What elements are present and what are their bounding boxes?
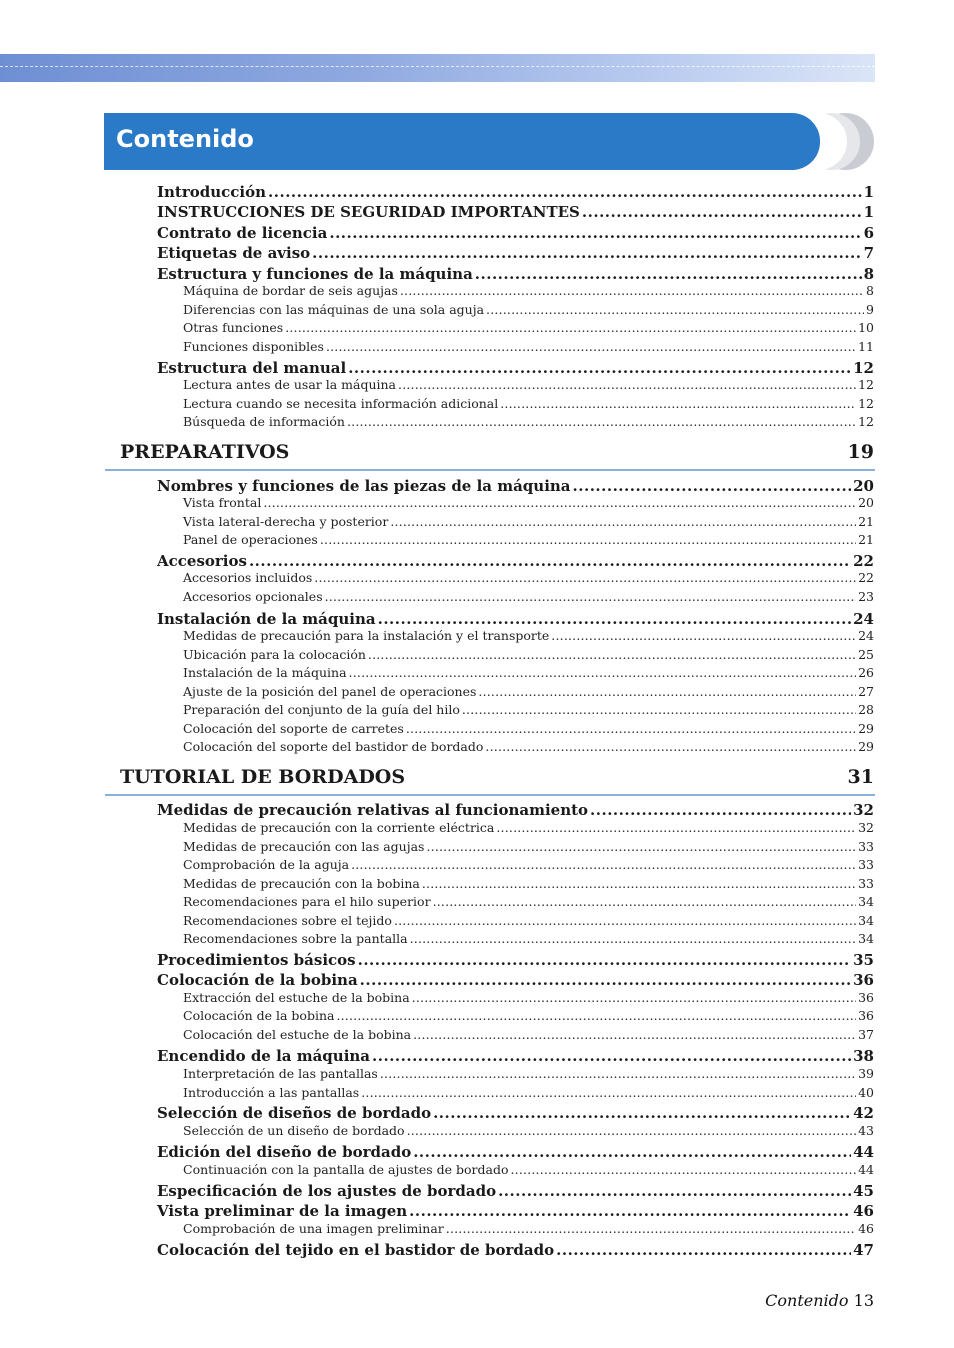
dot-leader — [390, 513, 856, 531]
header-band — [0, 54, 875, 82]
dot-leader — [500, 395, 856, 413]
toc-entry-page: 24 — [853, 610, 874, 628]
toc-entry-title: Introducción — [157, 183, 267, 201]
toc-entry-page: 46 — [853, 1202, 874, 1220]
dot-leader — [360, 970, 851, 990]
dot-leader — [320, 531, 856, 549]
toc-subentry[interactable] — [183, 738, 874, 756]
dot-leader — [349, 664, 857, 682]
toc-entry-title: Selección de diseños de bordado — [157, 1104, 432, 1122]
toc-entry-page: 24 — [858, 628, 874, 643]
dot-leader — [358, 950, 852, 970]
toc-entry-title: INSTRUCCIONES DE SEGURIDAD IMPORTANTES — [157, 203, 580, 221]
toc-entry[interactable] — [157, 476, 874, 496]
toc-entry-page: 44 — [858, 1162, 874, 1177]
toc-entry-page: 23 — [858, 589, 874, 604]
dot-leader — [485, 738, 856, 756]
toc-subentry[interactable] — [183, 930, 874, 948]
section-heading — [120, 766, 874, 788]
toc-entry-title: Vista lateral-derecha y posterior — [183, 514, 389, 529]
toc-entry[interactable] — [157, 1103, 874, 1123]
dot-leader — [348, 358, 851, 378]
toc-entry-title: Funciones disponibles — [183, 339, 324, 354]
toc-subentry[interactable] — [183, 989, 874, 1007]
toc-entry[interactable] — [157, 1142, 874, 1162]
section-page: 19 — [847, 441, 874, 463]
toc-entry-title: Estructura del manual — [157, 359, 347, 377]
toc-entry-title: Accesorios — [157, 552, 247, 570]
toc-entry-title: Colocación de la bobina — [183, 1008, 335, 1023]
toc-entry-title: Encendido de la máquina — [157, 1047, 371, 1065]
toc-entry-title: Extracción del estuche de la bobina — [183, 990, 410, 1005]
dot-leader — [312, 243, 861, 263]
toc-entry-page: 12 — [853, 359, 874, 377]
toc-entry-page: 34 — [858, 913, 874, 928]
dot-leader — [510, 1161, 856, 1179]
toc-entry-title: Continuación con la pantalla de ajustes de bordado — [183, 1162, 509, 1177]
toc-entry-page: 28 — [858, 702, 874, 717]
toc-entry-title: Contrato de licencia — [157, 224, 328, 242]
section-rule — [105, 469, 875, 471]
toc-entry-title: Medidas de precaución con las agujas — [183, 839, 425, 854]
toc-entry-page: 25 — [858, 647, 874, 662]
dot-leader — [409, 1201, 851, 1221]
toc-subentry[interactable] — [183, 588, 874, 606]
toc-subentry[interactable] — [183, 319, 874, 337]
toc-entry-title: Etiquetas de aviso — [157, 244, 311, 262]
toc-entry-title: Vista frontal — [183, 495, 262, 510]
toc-entry-title: Preparación del conjunto de la guía del hilo — [183, 702, 460, 717]
toc-entry-title: Instalación de la máquina — [157, 610, 376, 628]
toc-entry[interactable] — [157, 551, 874, 571]
toc-entry-title: Accesorios opcionales — [183, 589, 323, 604]
toc-subentry[interactable] — [183, 701, 874, 719]
toc-entry-title: Otras funciones — [183, 320, 284, 335]
dot-leader — [412, 989, 856, 1007]
dot-leader — [336, 1007, 856, 1025]
toc-entry-title: Panel de operaciones — [183, 532, 318, 547]
toc-entry-title: Colocación del estuche de la bobina — [183, 1027, 412, 1042]
dot-leader — [347, 413, 856, 431]
dot-leader — [478, 683, 856, 701]
dot-leader — [551, 627, 856, 645]
dot-leader — [326, 338, 856, 356]
dot-leader — [351, 856, 856, 874]
toc-entry-title: Máquina de bordar de seis agujas — [183, 283, 398, 298]
toc-entry-title: Colocación del soporte del bastidor de bordado — [183, 739, 484, 754]
toc-entry-title: Ubicación para la colocación — [183, 647, 366, 662]
toc-subentry[interactable] — [183, 819, 874, 837]
toc-subentry[interactable] — [183, 395, 874, 413]
toc-entry-page: 20 — [858, 495, 874, 510]
toc-entry-title: Colocación de la bobina — [157, 971, 358, 989]
dot-leader — [394, 912, 856, 930]
toc-entry-title: Comprobación de la aguja — [183, 857, 350, 872]
toc-subentry[interactable] — [183, 1007, 874, 1025]
toc-entry-page: 22 — [858, 570, 874, 585]
toc-entry-page: 6 — [863, 224, 874, 242]
dot-leader — [406, 720, 856, 738]
section-rule — [105, 794, 875, 796]
toc-entry-title: Medidas de precaución para la instalación y el transporte — [183, 628, 550, 643]
toc-entry-page: 33 — [858, 839, 874, 854]
dot-leader — [475, 264, 862, 284]
toc-entry-page: 42 — [853, 1104, 874, 1122]
toc-entry-title: Comprobación de una imagen preliminar — [183, 1221, 444, 1236]
toc-entry-title: Búsqueda de información — [183, 414, 345, 429]
toc-entry-page: 12 — [858, 396, 874, 411]
toc-subentry[interactable] — [183, 893, 874, 911]
toc-entry-page: 8 — [866, 283, 874, 298]
toc-entry-page: 32 — [858, 820, 874, 835]
dot-leader — [325, 588, 856, 606]
dot-leader — [398, 376, 856, 394]
toc-entry-page: 7 — [863, 244, 874, 262]
toc-entry-page: 40 — [858, 1085, 874, 1100]
dot-leader — [486, 301, 864, 319]
footer-label: Contenido — [765, 1291, 849, 1310]
toc-entry-title: Medidas de precaución relativas al funcionamiento — [157, 801, 589, 819]
page-number: 13 — [853, 1291, 874, 1310]
toc-entry-title: Especificación de los ajustes de bordado — [157, 1182, 497, 1200]
toc-entry-title: Recomendaciones para el hilo superior — [183, 894, 431, 909]
section-page: 31 — [847, 766, 874, 788]
toc-entry-page: 26 — [858, 665, 874, 680]
dot-leader — [433, 1103, 851, 1123]
toc-entry-page: 36 — [853, 971, 874, 989]
dot-leader — [285, 319, 856, 337]
toc-subentry[interactable] — [183, 338, 874, 356]
toc-entry-title: Diferencias con las máquinas de una sola aguja — [183, 302, 485, 317]
dot-leader — [372, 1046, 851, 1066]
dot-leader — [410, 930, 857, 948]
toc-entry-page: 33 — [858, 857, 874, 872]
dot-leader — [433, 893, 857, 911]
toc-subentry[interactable] — [183, 912, 874, 930]
toc-subentry[interactable] — [183, 856, 874, 874]
toc-entry-page: 36 — [858, 1008, 874, 1023]
toc-subentry[interactable] — [183, 683, 874, 701]
toc-entry-page: 22 — [853, 552, 874, 570]
toc-subentry[interactable] — [183, 664, 874, 682]
toc-entry-title: Lectura cuando se necesita información adicional — [183, 396, 499, 411]
toc-entry-title: Colocación del soporte de carretes — [183, 721, 404, 736]
dot-leader — [413, 1142, 851, 1162]
toc-entry-page: 11 — [858, 339, 874, 354]
toc-entry-page: 47 — [853, 1241, 874, 1259]
toc-entry-title: Nombres y funciones de las piezas de la máquina — [157, 477, 571, 495]
toc-entry-page: 29 — [858, 721, 874, 736]
toc-entry-title: Vista preliminar de la imagen — [157, 1202, 408, 1220]
toc-subentry[interactable] — [183, 413, 874, 431]
dot-leader — [556, 1240, 851, 1260]
toc-entry-title: Accesorios incluidos — [183, 570, 313, 585]
dot-leader — [590, 800, 851, 820]
toc-entry[interactable] — [157, 1181, 874, 1201]
dot-leader — [413, 1026, 856, 1044]
dot-leader — [446, 1220, 856, 1238]
toc-subentry[interactable] — [183, 1122, 874, 1140]
toc-subentry[interactable] — [183, 838, 874, 856]
toc-entry-title: Medidas de precaución con la bobina — [183, 876, 420, 891]
toc-entry-title: Estructura y funciones de la máquina — [157, 265, 473, 283]
dot-leader — [378, 609, 852, 629]
toc-entry[interactable] — [157, 182, 874, 202]
toc-entry-title: Introducción a las pantallas — [183, 1085, 360, 1100]
dot-leader — [314, 569, 856, 587]
toc-entry-page: 38 — [853, 1047, 874, 1065]
toc-entry-page: 20 — [853, 477, 874, 495]
toc-entry-page: 9 — [866, 302, 874, 317]
toc-entry-page: 36 — [858, 990, 874, 1005]
dot-leader — [462, 701, 856, 719]
toc-entry[interactable] — [157, 1046, 874, 1066]
toc-entry-page: 29 — [858, 739, 874, 754]
toc-entry[interactable] — [157, 970, 874, 990]
toc-subentry[interactable] — [183, 627, 874, 645]
toc-entry-page: 34 — [858, 894, 874, 909]
toc-entry[interactable] — [157, 609, 874, 629]
toc-subentry[interactable] — [183, 646, 874, 664]
toc-subentry[interactable] — [183, 513, 874, 531]
toc-subentry[interactable] — [183, 282, 874, 300]
toc-entry-page: 39 — [858, 1066, 874, 1081]
dot-leader — [249, 551, 851, 571]
toc-entry-page: 35 — [853, 951, 874, 969]
toc-subentry[interactable] — [183, 720, 874, 738]
toc-entry[interactable] — [157, 1240, 874, 1260]
toc-entry-page: 37 — [858, 1027, 874, 1042]
title-bar — [104, 113, 820, 170]
toc-entry-page: 21 — [858, 532, 874, 547]
toc-entry[interactable] — [157, 223, 874, 243]
dot-leader — [268, 182, 862, 202]
section-title: TUTORIAL DE BORDADOS — [120, 766, 406, 788]
toc-entry-page: 21 — [858, 514, 874, 529]
toc-entry[interactable] — [157, 243, 874, 263]
toc-entry-title: Selección de un diseño de bordado — [183, 1123, 405, 1138]
dot-leader — [582, 202, 862, 222]
toc-entry-page: 44 — [853, 1143, 874, 1161]
section-title: PREPARATIVOS — [120, 441, 290, 463]
toc-entry-title: Interpretación de las pantallas — [183, 1066, 378, 1081]
toc-subentry[interactable] — [183, 569, 874, 587]
toc-entry-title: Ajuste de la posición del panel de operaciones — [183, 684, 477, 699]
toc-entry-title: Procedimientos básicos — [157, 951, 356, 969]
toc-entry-title: Edición del diseño de bordado — [157, 1143, 412, 1161]
toc-entry-page: 12 — [858, 414, 874, 429]
toc-entry-page: 12 — [858, 377, 874, 392]
dot-leader — [380, 1065, 856, 1083]
toc-entry-title: Recomendaciones sobre la pantalla — [183, 931, 408, 946]
toc-entry-page: 27 — [858, 684, 874, 699]
toc-entry-page: 32 — [853, 801, 874, 819]
toc-entry[interactable] — [157, 1201, 874, 1221]
toc-subentry[interactable] — [183, 531, 874, 549]
toc-subentry[interactable] — [183, 376, 874, 394]
toc-entry-page: 10 — [858, 320, 874, 335]
toc-entry-page: 45 — [853, 1182, 874, 1200]
dot-leader — [368, 646, 856, 664]
toc-entry-title: Instalación de la máquina — [183, 665, 347, 680]
toc-entry-page: 1 — [863, 183, 874, 201]
toc-entry-page: 1 — [863, 203, 874, 221]
toc-entry[interactable] — [157, 264, 874, 284]
toc-entry-title: Recomendaciones sobre el tejido — [183, 913, 392, 928]
toc-subentry[interactable] — [183, 875, 874, 893]
dot-leader — [329, 223, 861, 243]
toc-subentry[interactable] — [183, 1065, 874, 1083]
section-heading — [120, 441, 874, 463]
dot-leader — [426, 838, 856, 856]
toc-entry-page: 33 — [858, 876, 874, 891]
toc-entry-title: Lectura antes de usar la máquina — [183, 377, 397, 392]
dot-leader — [263, 494, 856, 512]
toc-entry-title: Medidas de precaución con la corriente eléctrica — [183, 820, 495, 835]
toc-subentry[interactable] — [183, 301, 874, 319]
toc-subentry[interactable] — [183, 1220, 874, 1238]
toc-entry-page: 46 — [858, 1221, 874, 1236]
toc-entry-page: 34 — [858, 931, 874, 946]
dot-leader — [361, 1084, 856, 1102]
dot-leader — [407, 1122, 857, 1140]
toc-subentry[interactable] — [183, 494, 874, 512]
toc-entry-page: 8 — [863, 265, 874, 283]
dot-leader — [496, 819, 856, 837]
page-footer — [765, 1291, 874, 1310]
toc-subentry[interactable] — [183, 1084, 874, 1102]
toc-entry[interactable] — [157, 358, 874, 378]
dot-leader — [573, 476, 852, 496]
dot-leader — [400, 282, 864, 300]
toc-subentry[interactable] — [183, 1026, 874, 1044]
dot-leader — [498, 1181, 851, 1201]
toc-entry[interactable] — [157, 950, 874, 970]
toc-entry[interactable] — [157, 202, 874, 222]
toc-entry-page: 43 — [858, 1123, 874, 1138]
page-title: Contenido — [116, 125, 254, 153]
toc-entry-title: Colocación del tejido en el bastidor de bordado — [157, 1241, 555, 1259]
dot-leader — [422, 875, 856, 893]
toc-entry[interactable] — [157, 800, 874, 820]
toc-subentry[interactable] — [183, 1161, 874, 1179]
